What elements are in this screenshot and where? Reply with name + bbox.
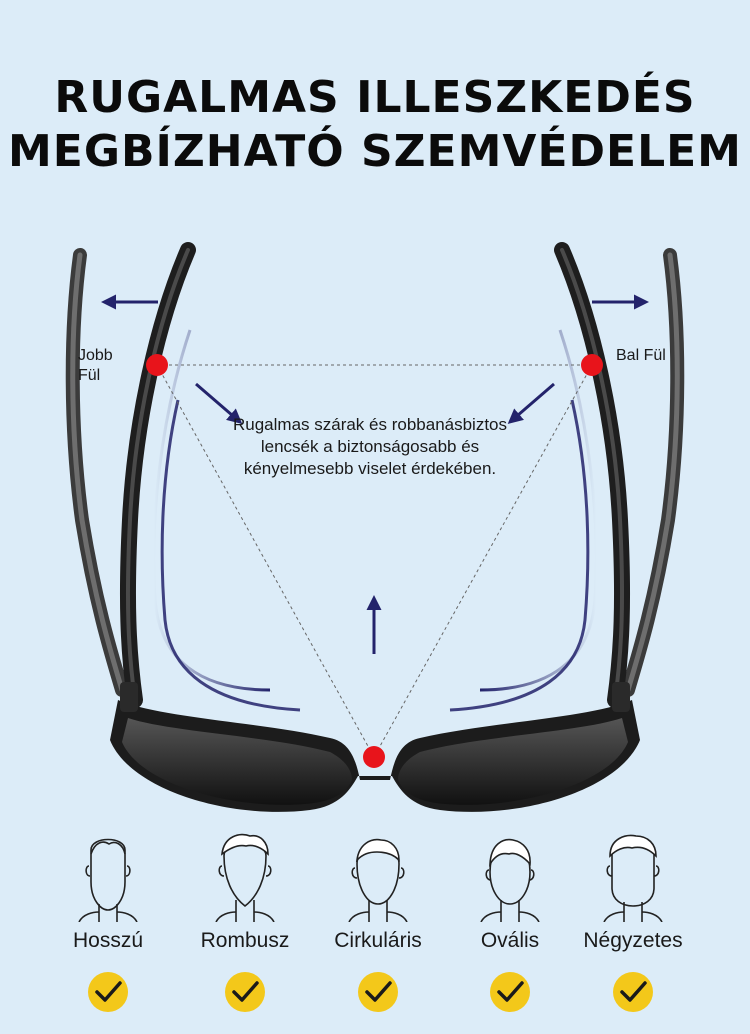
diamond-face-icon bbox=[210, 830, 280, 922]
check-badge-icon bbox=[86, 970, 130, 1014]
hinge-right bbox=[120, 682, 138, 712]
face-shape-long bbox=[38, 830, 178, 1014]
face-label-round: Cirkuláris bbox=[334, 929, 422, 952]
face-shape-diamond bbox=[175, 830, 315, 1014]
face-shapes-row bbox=[0, 830, 750, 1030]
face-shape-round bbox=[308, 830, 448, 1014]
left-ear-label: Bal Fül bbox=[616, 347, 666, 364]
face-shape-square bbox=[563, 830, 703, 1014]
check-badge-icon bbox=[611, 970, 655, 1014]
marker-left-ear bbox=[581, 354, 603, 376]
marker-nose bbox=[363, 746, 385, 768]
title-line-1: RUGALMAS ILLESZKEDÉS bbox=[54, 72, 696, 123]
hinge-left bbox=[612, 682, 630, 712]
round-face-icon bbox=[343, 830, 413, 922]
face-label-oval: Ovális bbox=[480, 929, 540, 952]
square-face-icon bbox=[598, 830, 668, 922]
check-badge-icon bbox=[356, 970, 400, 1014]
right-ear-label: Jobb Fül bbox=[78, 347, 113, 384]
marker-right-ear bbox=[146, 354, 168, 376]
long-face-icon bbox=[73, 830, 143, 922]
center-description: Rugalmas szárak és robbanásbiztos lencsék a biztonságosabb és kényelmesebb viselet érdekében. bbox=[232, 415, 508, 478]
check-badge-icon bbox=[488, 970, 532, 1014]
flex-curves-left bbox=[450, 330, 596, 710]
flex-curves-right bbox=[154, 330, 300, 710]
outer-temple-right bbox=[73, 255, 122, 690]
face-shape-oval bbox=[440, 830, 580, 1014]
face-label-square: Négyzetes bbox=[583, 929, 683, 952]
oval-face-icon bbox=[475, 830, 545, 922]
face-label-diamond: Rombusz bbox=[200, 929, 290, 952]
title-line-2: MEGBÍZHATÓ SZEMVÉDELEM bbox=[8, 126, 742, 177]
face-label-long: Hosszú bbox=[72, 929, 144, 952]
outer-temple-left bbox=[628, 255, 677, 690]
check-badge-icon bbox=[223, 970, 267, 1014]
